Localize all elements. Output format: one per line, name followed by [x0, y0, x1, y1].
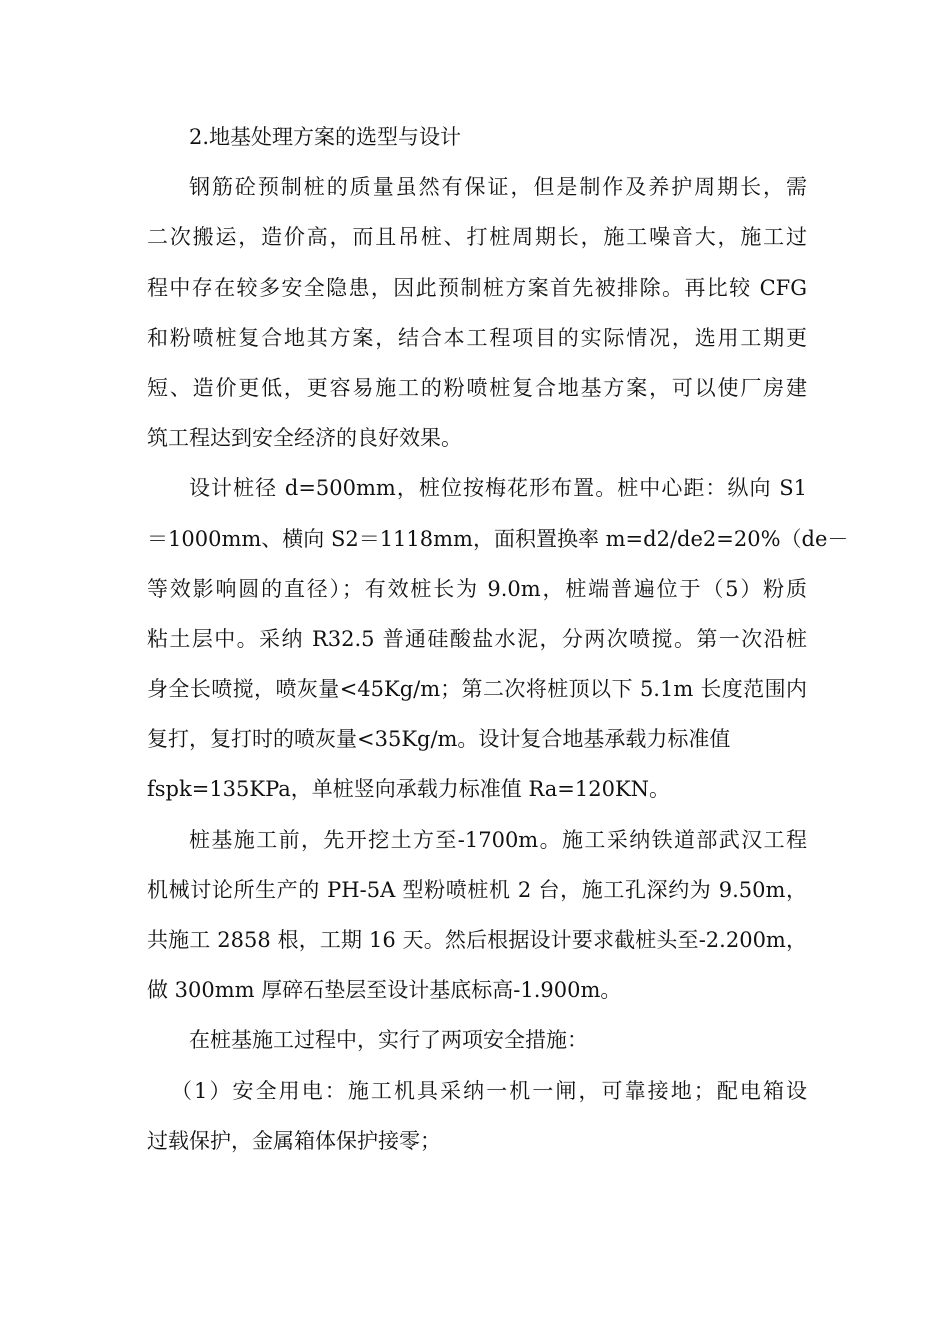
paragraph-1-line-5: 短、造价更低，更容易施工的粉喷桩复合地基方案，可以使厂房建: [147, 375, 807, 400]
paragraph-3-line-4: 做 300mm 厚碎石垫层至设计基底标高-1.900m。: [147, 978, 622, 1003]
paragraph-1-line-6: 筑工程达到安全经济的良好效果。: [147, 426, 462, 451]
paragraph-2-line-5: 身全长喷搅，喷灰量<45Kg/m；第二次将桩顶以下 5.1m 长度范围内: [147, 677, 807, 702]
paragraph-3-line-1: 桩基施工前，先开挖土方至-1700m。施工采纳铁道部武汉工程: [189, 827, 807, 852]
paragraph-2-line-3: 等效影响圆的直径）；有效桩长为 9.0m，桩端普遍位于（5）粉质: [147, 576, 807, 601]
paragraph-1-line-2: 二次搬运，造价高，而且吊桩、打桩周期长，施工噪音大，施工过: [147, 225, 807, 250]
paragraph-1-line-3: 程中存在较多安全隐患，因此预制桩方案首先被排除。再比较 CFG: [147, 275, 807, 300]
paragraph-3-line-3: 共施工 2858 根，工期 16 天。然后根据设计要求截桩头至-2.200m，: [147, 928, 807, 952]
paragraph-5-line-2: 过载保护，金属箱体保护接零；: [147, 1128, 441, 1153]
paragraph-2-line-2: ＝1000mm、横向 S2＝1118mm，面积置换率 m=d2/de2=20%（de－: [147, 526, 849, 551]
paragraph-5-line-1: （1）安全用电：施工机具采纳一机一闸，可靠接地；配电箱设: [171, 1078, 807, 1103]
paragraph-1-line-4: 和粉喷桩复合地其方案，结合本工程项目的实际情况，选用工期更: [147, 325, 807, 350]
paragraph-2-line-7: fspk=135KPa，单桩竖向承载力标准值 Ra=120KN。: [147, 777, 671, 802]
paragraph-2-line-6: 复打，复打时的喷灰量<35Kg/m。设计复合地基承载力标准值: [147, 727, 731, 752]
section-heading: 2.地基处理方案的选型与设计: [189, 125, 462, 149]
document-page: [147, 112, 849, 1166]
paragraph-2-line-4: 粘土层中。采纳 R32.5 普通硅酸盐水泥，分两次喷搅。第一次沿桩: [147, 626, 807, 651]
paragraph-4-line-1: 在桩基施工过程中，实行了两项安全措施：: [189, 1028, 588, 1053]
paragraph-2-line-1: 设计桩径 d=500mm，桩位按梅花形布置。桩中心距：纵向 S1: [189, 476, 807, 501]
paragraph-1-line-1: 钢筋砼预制桩的质量虽然有保证，但是制作及养护周期长，需: [189, 175, 807, 200]
paragraph-3-line-2: 机械讨论所生产的 PH-5A 型粉喷桩机 2 台，施工孔深约为 9.50m，: [147, 877, 807, 902]
